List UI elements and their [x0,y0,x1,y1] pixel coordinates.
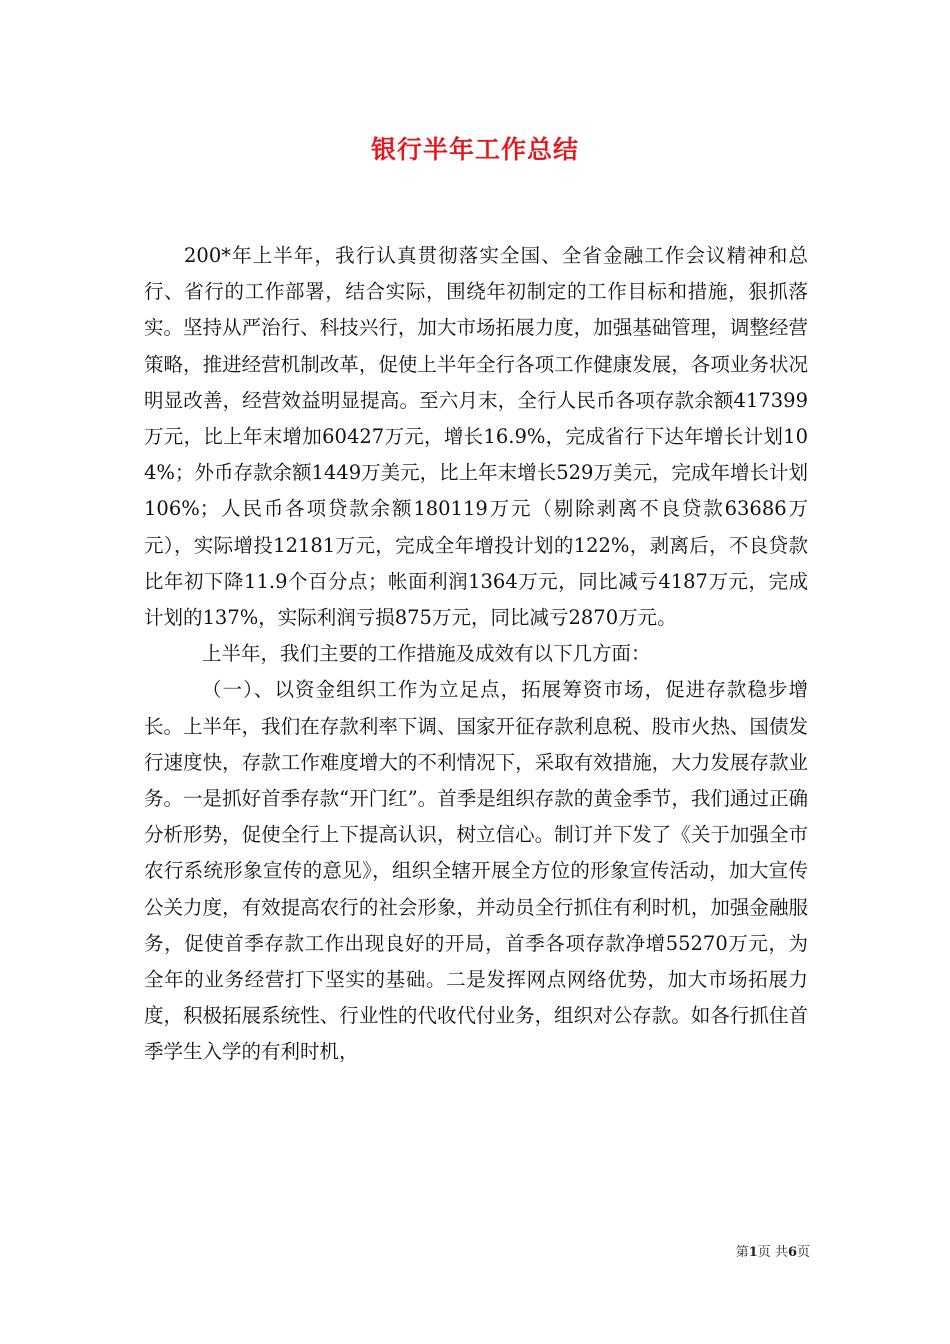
paragraph-section-one: （一）、以资金组织工作为立足点，拓展筹资市场，促进存款稳步增长。上半年，我们在存款利率下调、国家开征存款利息税、股市火热、国债发行速度快，存款工作难度增大的不利情况下，采取有效措施，大力发展存款业务。一是抓好首季存款“开门红”。首季是组织存款的黄金季节，我们通过正确分析形势，促使全行上下提高认识，树立信心。制订并下发了《关于加强全市农行系统形象宣传的意见》，组织全辖开展全方位的形象宣传活动，加大宣传公关力度，有效提高农行的社会形象，并动员全行抓住有利时机，加强金融服务，促使首季存款工作出现良好的开局，首季各项存款净增55270万元，为全年的业务经营打下坚实的基础。二是发挥网点网络优势，加大市场拓展力度，积极拓展系统性、行业性的代收代付业务，组织对公存款。如各行抓住首季学生入学的有利时机， [144,678,808,1064]
document-body [144,238,808,1071]
page-prefix: 第 [735,1245,749,1260]
paragraph-intro-measures: 上半年，我们主要的工作措施及成效有以下几方面： [202,642,651,666]
page-number-footer [700,1244,810,1262]
page-suffix: 页 [796,1245,810,1260]
page-current: 1 [748,1245,758,1260]
page-total: 6 [787,1245,797,1260]
page-middle: 页 共 [757,1245,788,1260]
page-title: 银行半年工作总结 [370,135,579,164]
paragraph-summary: 200*年上半年，我行认真贯彻落实全国、全省金融工作会议精神和总行、省行的工作部署，结合实际，围绕年初制定的工作目标和措施，狠抓落实。坚持从严治行、科技兴行，加大市场拓展力度，加强基础管理，调整经营策略，推进经营机制改革，促使上半年全行各项工作健康发展，各项业务状况明显改善，经营效益明显提高。至六月末，全行人民币各项存款余额417399万元，比上年末增加60427万元，增长16.9%，完成省行下达年增长计划104%；外币存款余额1449万美元，比上年末增长529万美元，完成年增长计划106%；人民币各项贷款余额180119万元（剔除剥离不良贷款63686万元），实际增投12181万元，完成全年增投计划的122%，剥离后，不良贷款比年初下降11.9个百分点；帐面利润1364万元，同比减亏4187万元，完成计划的137%，实际利润亏损875万元，同比减亏2870万元。 [144,244,808,630]
